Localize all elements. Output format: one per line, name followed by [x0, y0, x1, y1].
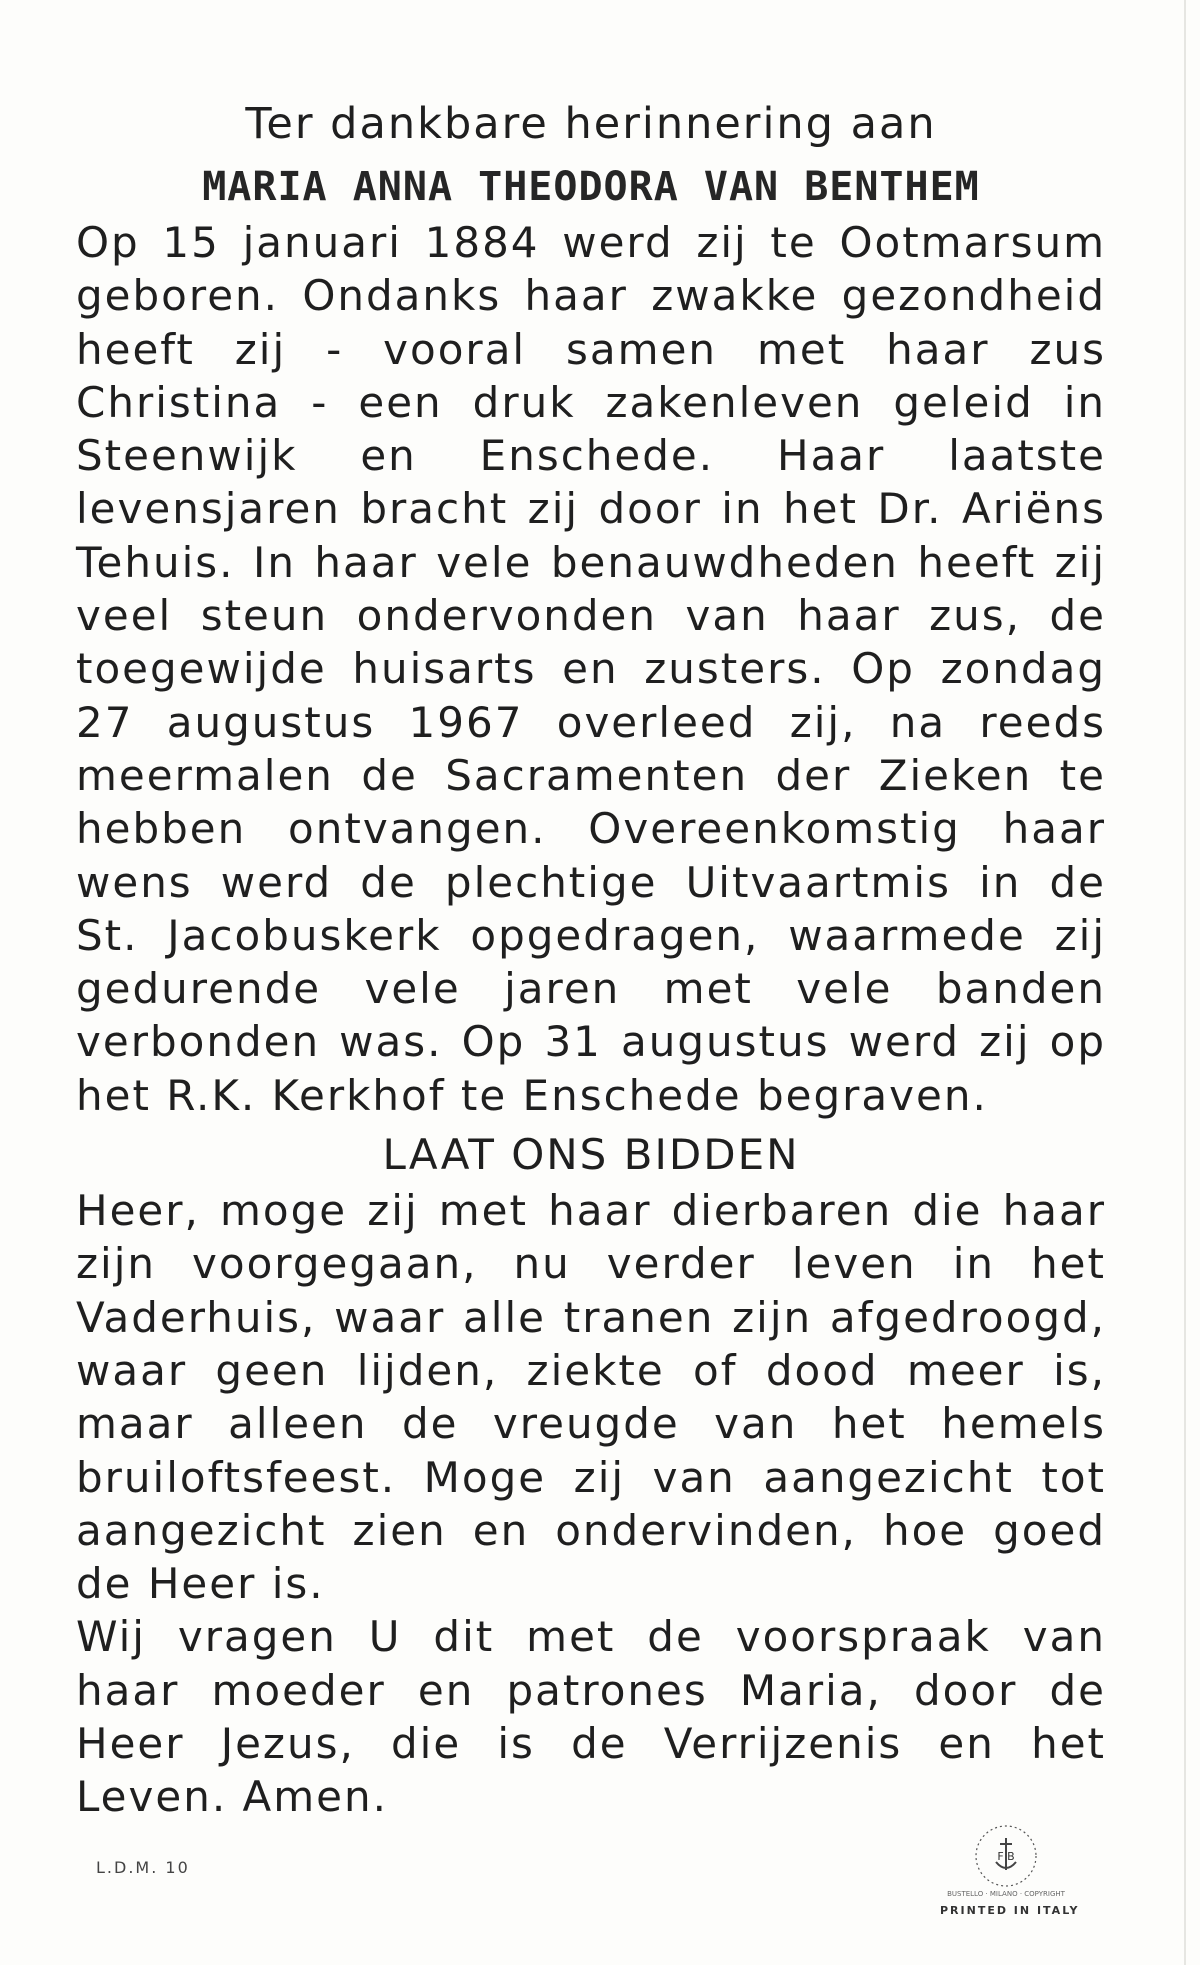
biography-text: Op 15 januari 1884 werd zij te Ootmarsum geboren. Ondanks haar zwakke gezondheid heeft zij - vooral samen met haar zus Christina - een druk zakenleven geleid in Steenwijk en Enschede. Haar laatste levensjaren bracht zij door in het Dr. Ariëns Tehuis. In haar vele benauwdheden heeft zij veel steun ondervonden van haar zus, de toegewijde huisarts en zusters. Op zondag 27 augustus 1967 overleed zij, na reeds meermalen de Sacramenten der Zieken te hebben ontvangen. Overeenkomstig haar wens werd de plechtige Uitvaartmis in de St. Jacobuskerk opgedragen, waarmede zij gedurende vele jaren met vele banden verbonden was. Op 31 augustus werd zij op het R.K. Kerkhof te Enschede begraven.	[76, 218, 1106, 1120]
prayer-text-2: Wij vragen U dit met de voorspraak van haar moeder en patrones Maria, door de Heer Jezus, die is de Verrijzenis en het Leven. Amen.	[76, 1612, 1106, 1822]
card-edge-line	[1184, 0, 1186, 1965]
deceased-name: MARIA ANNA THEODORA VAN BENTHEM	[202, 164, 980, 210]
publisher-seal-icon	[947, 1812, 1065, 1900]
card-content	[76, 96, 1106, 1824]
prayer-heading: LAAT ONS BIDDEN	[382, 1130, 800, 1180]
seal-initials: F B	[997, 1850, 1015, 1863]
seal-ring-text: BUSTELLO · MILANO · COPYRIGHT	[947, 1890, 1065, 1898]
intro-line: Ter dankbare herinnering aan	[245, 99, 937, 149]
printed-in-label: PRINTED IN ITALY	[940, 1904, 1080, 1917]
prayer-text-1: Heer, moge zij met haar dierbaren die haar zijn voorgegaan, nu verder leven in het Vaderhuis, waar alle tranen zijn afgedroogd, waar geen lijden, ziekte of dood meer is, maar alleen de vreugde van het hemels bruiloftsfeest. Moge zij van aangezicht tot aangezicht zien en ondervinden, hoe goed de Heer is.	[76, 1186, 1106, 1609]
print-code: L.D.M. 10	[96, 1858, 190, 1877]
